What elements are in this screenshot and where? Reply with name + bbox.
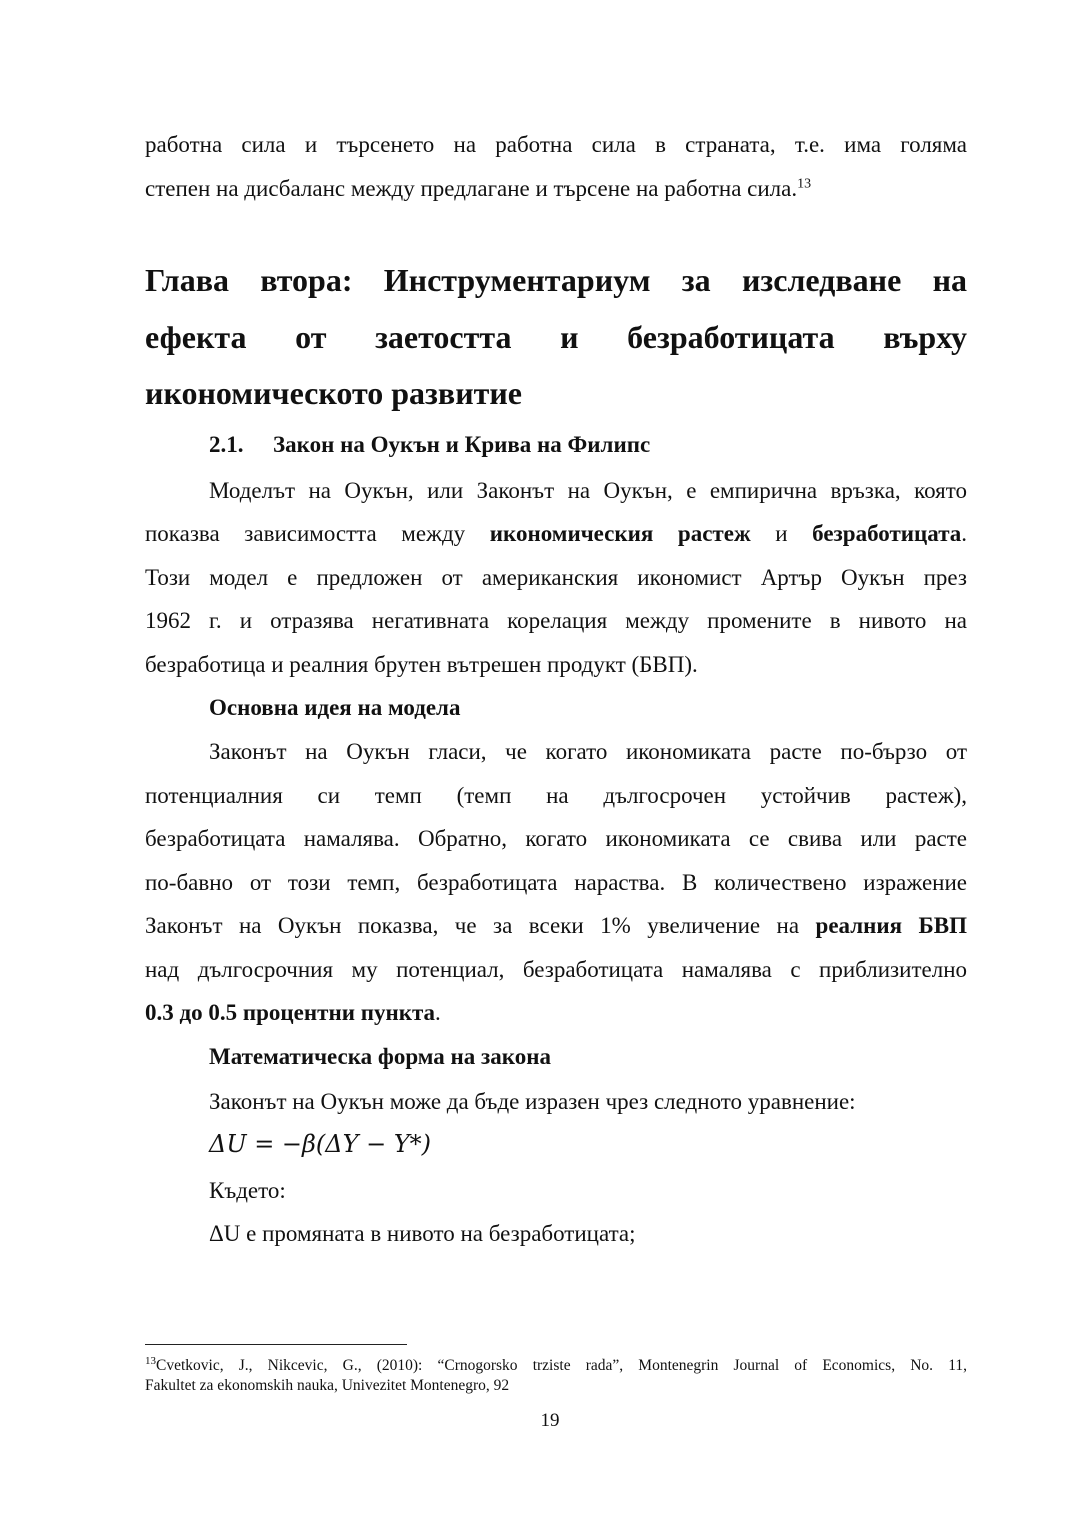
term-economic-growth: икономическия растеж [489,521,751,546]
p1-line-3: Този модел е предложен от американския икономист Артър Оукън през [145,565,967,590]
p3-line-1: Законът на Оукън може да бъде изразен чрез следното уравнение: [209,1089,856,1114]
p1-line-2-a: показва зависимостта между [145,521,466,546]
footnote-line-1 [145,1356,967,1376]
p2-line-7 [145,999,967,1027]
term-unemployment: безработицата [812,521,962,546]
p2-line-4: по-бавно от този темп, безработицата нараства. В количествено изражение [145,870,967,895]
footnote-number: 13 [145,1354,156,1367]
intro-line-1: работна сила и търсенето на работна сила в страната, т.е. има голяма [145,132,967,157]
chapter-title-line-2: ефекта от заетостта и безработицата върху [145,319,967,355]
okun-formula: ΔU = −β(ΔY − Y*) [209,1130,432,1158]
section-title: Закон на Оукън и Крива на Филипс [273,432,651,457]
p2-line-1: Законът на Оукън гласи, че когато икономиката расте по-бързо от [209,739,967,764]
chapter-title-line-3: икономическото развитие [145,375,522,411]
footnote-line-2: Fakultet za ekonomskih nauka, Univezitet Montenegro, 92 [145,1377,510,1394]
chapter-title-line-1: Глава втора: Инструментариум за изследване на [145,262,967,298]
p2-line-2: потенциалния си темп (темп на дългосрочен устойчив растеж), [145,783,967,808]
section-number: 2.1. [209,432,244,457]
p2-line-6: над дългосрочния му потенциал, безработицата намалява с приблизително [145,957,967,982]
heading-main-idea: Основна идея на модела [209,695,461,720]
term-real-gdp: реалния БВП [815,913,967,938]
p1-line-2-c: и [775,521,788,546]
p2-line-7-b: . [435,1000,441,1025]
intro-line-2 [145,175,967,203]
footnote-text-1: Cvetkovic, J., Nikcevic, G., (2010): “Crnogorsko trziste rada”, Montenegrin Journal of Economics, No. 11, [156,1357,967,1374]
heading-math-form: Математическа форма на закона [209,1044,551,1069]
p1-line-5: безработица и реалния брутен вътрешен продукт (БВП). [145,652,698,677]
definition-delta-u: ΔU е промяната в нивото на безработицата; [209,1221,636,1246]
intro-line-2-text: степен на дисбаланс между предлагане и търсене на работна сила. [145,176,798,201]
p2-line-5-a: Законът на Оукън показва, че за всеки 1% увеличение на [145,913,800,938]
p1-line-1: Моделът на Оукън, или Законът на Оукън, е емпирична връзка, която [209,478,967,503]
p2-line-5 [145,912,967,940]
p2-line-3: безработицата намалява. Обратно, когато икономиката се свива или расте [145,826,967,851]
footnote-separator [145,1344,407,1345]
p1-line-2 [145,520,967,548]
footnote-reference[interactable]: 13 [797,176,812,192]
term-percentage-points: 0.3 до 0.5 процентни пункта [145,1000,436,1025]
p1-line-2-e: . [961,521,968,546]
where-label: Където: [209,1178,286,1203]
page-number: 19 [540,1410,560,1431]
p1-line-4: 1962 г. и отразява негативната корелация между промените в нивото на [145,608,967,633]
section-heading [209,431,650,459]
